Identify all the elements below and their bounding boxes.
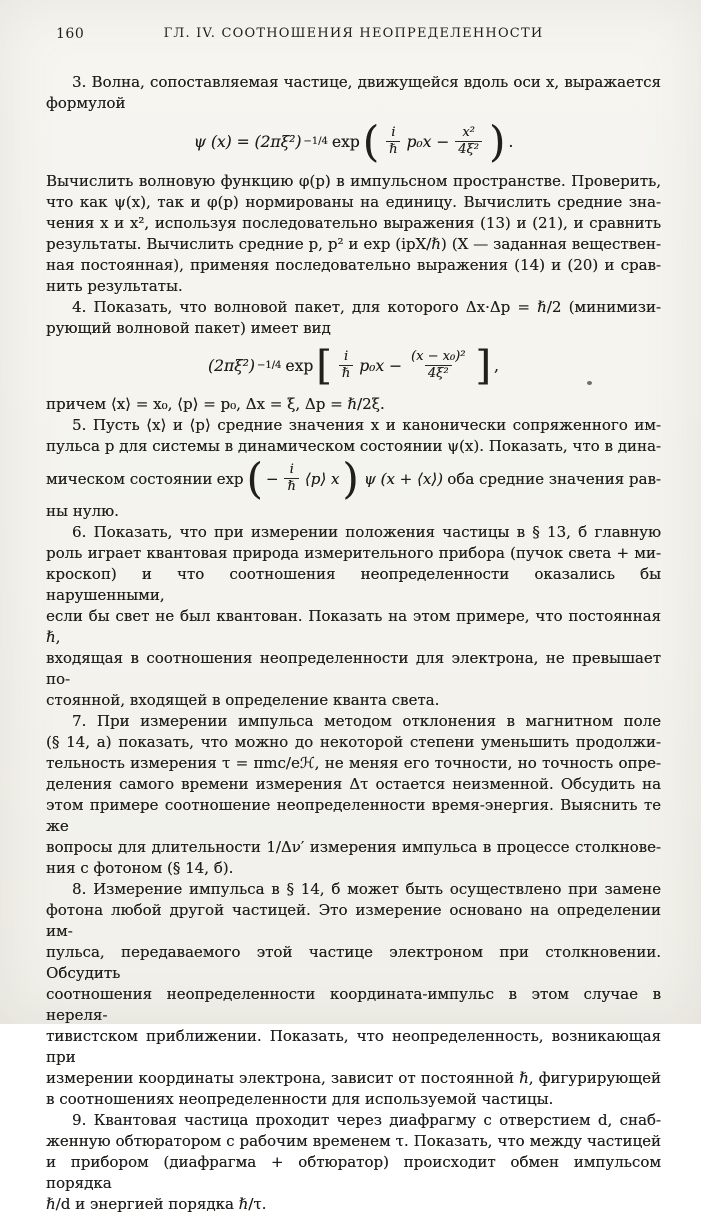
formula-exp-operator: exp: [285, 356, 314, 375]
problem-6-line: 6. Показать, что при измерении положения частицы в § 13, б главную: [72, 522, 661, 541]
problem-3-line: 3. Волна, сопоставляемая частице, движущейся вдоль оси x, выражается: [72, 73, 661, 91]
problem-3-line: формулой: [46, 94, 126, 112]
problem-8-line: тивистском приближении. Показать, что неопределенность, возникающая при: [46, 1026, 661, 1066]
display-formula-wavepacket: [46, 342, 661, 389]
close-paren: ): [488, 117, 506, 166]
fraction-denominator: ℏ: [284, 478, 298, 495]
formula-exp-operator: exp: [216, 469, 244, 488]
chapter-title: ГЛ. IV. СООТНОШЕНИЯ НЕОПРЕДЕЛЕННОСТИ: [163, 26, 544, 41]
minus-sign: −: [265, 469, 279, 488]
line-text: мическом состоянии: [46, 469, 213, 488]
formula-lhs: (2πξ²): [208, 356, 255, 375]
fraction-i-over-hbar: [284, 463, 298, 495]
problem-8-line: соотношения неопределенности координата-импульс в этом случае в нереля-: [46, 984, 661, 1024]
problem-9-line: ℏ/d и энергией порядка ℏ/τ.: [46, 1194, 267, 1213]
problem-8-line: фотона любой другой частицей. Это измерение основано на определении им-: [46, 900, 661, 940]
inline-formula-psi: ψ (x + ⟨x⟩): [364, 469, 443, 488]
problem-7-line: (§ 14, а) показать, что можно до некоторой степени уменьшить продолжи-: [46, 732, 661, 751]
problem-6-line: входящая в соотношения неопределенности для электрона, не превышает по-: [46, 648, 661, 688]
fraction-xminusx0-over-4xi2: [408, 350, 468, 382]
fraction-denominator: ℏ: [386, 141, 400, 158]
problem-4-line: причем ⟨x⟩ = x₀, ⟨p⟩ = p₀, Δx = ξ, Δp = ℏ/2ξ.: [46, 394, 385, 413]
problem-7-line: ния с фотоном (§ 14, б).: [46, 858, 234, 877]
problem-9-line: 9. Квантовая частица проходит через диафрагму с отверстием d, снаб-: [72, 1110, 661, 1129]
fraction-numerator: i: [391, 124, 396, 140]
problem-8-line: 8. Измерение импульса в § 14, б может быть осуществлено при замене: [72, 879, 661, 898]
fraction-numerator: i: [343, 348, 349, 364]
problem-5-formula-line: [46, 453, 661, 503]
problem-8-line: пульса, передаваемого этой частице электроном при столкновении. Обсудить: [46, 942, 661, 982]
problem-7-line: деления самого времени измерения Δτ остается неизменной. Обсудить на: [46, 774, 661, 793]
problem-3-line: нить результаты.: [46, 276, 183, 295]
formula-punctuation: .: [508, 132, 514, 151]
problem-5-line: 5. Пусть ⟨x⟩ и ⟨p⟩ средние значения x и канонически сопряженного им-: [72, 415, 661, 434]
problem-3-line: что как ψ(x), так и φ(p) нормированы на единицу. Вычислить средние зна-: [46, 192, 661, 211]
problem-6-line: стоянной, входящей в определение кванта света.: [46, 690, 440, 709]
problem-9-line: и прибором (диафрагма + обтюратор) происходит обмен импульсом порядка: [46, 1152, 661, 1192]
problem-8-line: в соотношениях неопределенности для используемой частицы.: [46, 1089, 554, 1108]
formula-exponent: −1/4: [303, 136, 328, 148]
problem-3-line: Вычислить волновую функцию φ(p) в импульсном пространстве. Проверить,: [46, 171, 661, 190]
problem-7-line: вопросы для длительности 1/Δν′ измерения импульса в процессе столкнове-: [46, 837, 661, 856]
fraction-i-over-hbar: [339, 350, 353, 382]
problem-7-line: тельность измерения τ = πmc/eℋ, не меняя его точности, но точность опре-: [46, 753, 661, 772]
close-bracket: ]: [475, 342, 492, 389]
fraction-numerator: i: [289, 461, 294, 477]
running-header: [46, 26, 661, 46]
formula-lhs: ψ (x) = (2πξ²): [193, 132, 302, 151]
problem-7-line: 7. При измерении импульса методом отклонения в магнитном поле: [72, 711, 661, 730]
fraction-denominator: 4ξ²: [455, 141, 482, 158]
problem-6-line: кроскоп) и что соотношения неопределенности оказались бы нарушенными,: [46, 564, 661, 604]
inline-formula-exp: [216, 453, 360, 503]
problem-8-line: измерении координаты электрона, зависит от постоянной ℏ, фигурирующей: [46, 1068, 661, 1087]
problem-9-line: женную обтюратором с рабочим временем τ. Показать, что между частицей: [46, 1131, 661, 1150]
fraction-numerator: x²: [462, 124, 475, 140]
close-paren: ): [342, 453, 359, 503]
open-paren: (: [246, 453, 263, 503]
problem-4-line: 4. Показать, что волновой пакет, для которого Δx·Δp = ℏ/2 (минимизи-: [72, 297, 661, 316]
problem-4-line: рующий волновой пакет) имеет вид: [46, 318, 331, 337]
fraction-denominator: 4ξ²: [425, 365, 452, 382]
problem-3-line: чения x и x², используя последовательно выражения (13) и (21), и сравнить: [46, 213, 661, 232]
problem-5-line: ны нулю.: [46, 501, 119, 520]
formula-exp-operator: exp: [331, 132, 360, 151]
problem-5-line: пульса p для системы в динамическом состоянии ψ(x). Показать, что в дина-: [46, 436, 661, 455]
scan-artifact-dot: [587, 381, 592, 385]
formula-inner-tail: ⟨p⟩ x: [304, 469, 340, 488]
formula-middle: p₀x −: [359, 356, 403, 375]
text-block: [46, 72, 661, 1215]
problem-6-line: роль играет квантовая природа измерительного прибора (пучок света + ми-: [46, 543, 661, 562]
problem-7-line: этом примере соотношение неопределенности время-энергия. Выяснить те же: [46, 795, 661, 835]
fraction-numerator: (x − x₀)²: [411, 348, 466, 364]
formula-exponent: −1/4: [256, 360, 282, 372]
problem-3-line: ная постоянная), применяя последовательно выражения (14) и (20) и срав-: [46, 255, 661, 274]
open-bracket: [: [316, 342, 332, 389]
problem-3-line: результаты. Вычислить средние p, p² и exp (ipX/ℏ) (X — заданная веществен-: [46, 234, 661, 253]
open-paren: (: [362, 117, 380, 166]
fraction-denominator: ℏ: [339, 365, 353, 382]
fraction-i-over-hbar: [386, 126, 400, 158]
display-formula-psi: [46, 117, 661, 166]
problem-6-line: если бы свет не был квантован. Показать на этом примере, что постоянная ℏ,: [46, 606, 661, 646]
line-text: оба средние значения рав-: [447, 469, 661, 488]
formula-middle: p₀x −: [406, 132, 450, 151]
page-number: 160: [56, 26, 85, 42]
formula-punctuation: ,: [494, 356, 499, 375]
fraction-x2-over-4xi2: [455, 126, 482, 158]
